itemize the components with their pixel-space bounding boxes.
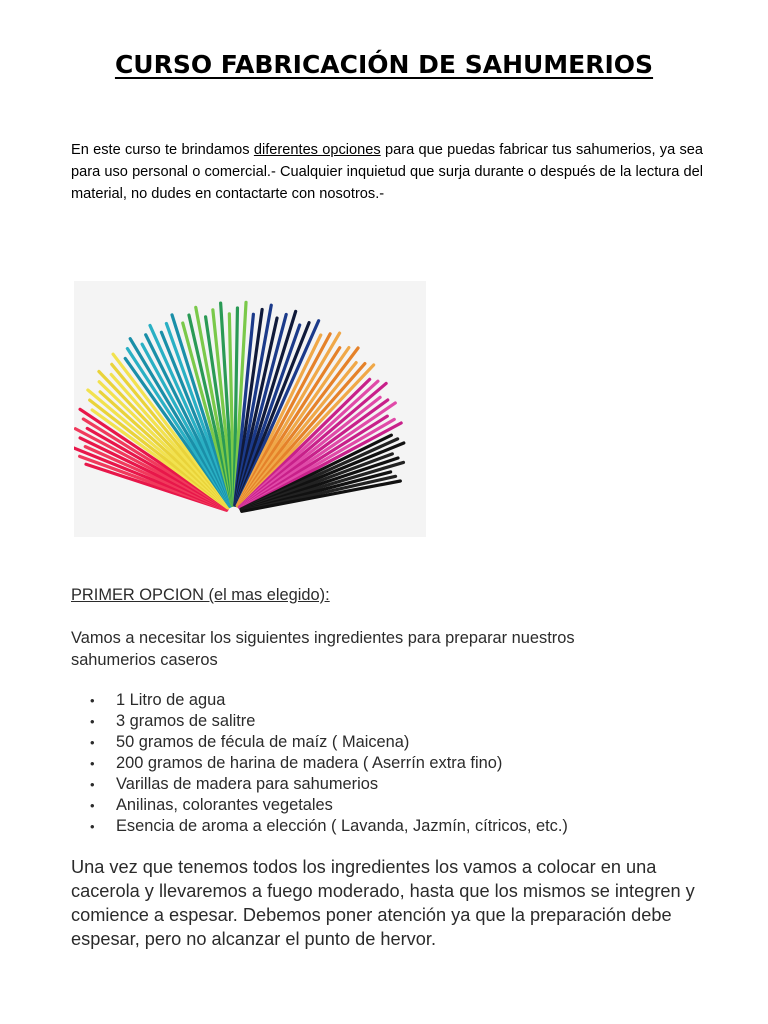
intro-text-after: para que puedas fabricar tus sahumerios, ya sea para uso personal o comercial.- Cualquier inquietud que surja durante o después de la lectura del material, no dudes en contactarte con nosotros.- [71, 142, 704, 202]
section-heading: PRIMER OPCION (el mas elegido): [71, 586, 330, 604]
intro-text-before: En este curso te brindamos [71, 142, 254, 158]
preparation-paragraph: Una vez que tenemos todos los ingredientes los vamos a colocar en una cacerola y llevaremos a fuego moderado, hasta que los mismos se integren y comience a espesar. Debemos poner atención ya que la preparación debe espesar, pero no alcanzar el punto de hervor. [71, 857, 695, 949]
incense-sticks-photo [74, 281, 426, 537]
list-item: • Anilinas, colorantes vegetales [90, 795, 568, 816]
list-item: • 1 Litro de agua [90, 690, 568, 711]
list-item: • 200 gramos de harina de madera ( Aserrín extra fino) [90, 753, 568, 774]
incense-sticks-fan-icon [74, 281, 426, 537]
document-title-text: CURSO FABRICACIÓN DE SAHUMERIOS [114, 50, 654, 79]
list-item: • 50 gramos de fécula de maíz ( Maicena) [90, 732, 568, 753]
document-title [0, 50, 768, 79]
list-item: • Esencia de aroma a elección ( Lavanda, Jazmín, cítricos, etc.) [90, 816, 568, 837]
intro-paragraph [71, 139, 703, 205]
list-item: • Varillas de madera para sahumerios [90, 774, 568, 795]
ingredients-list [90, 690, 568, 837]
list-item: • 3 gramos de salitre [90, 711, 568, 732]
intro-link-options[interactable]: diferentes opciones [253, 142, 381, 158]
lead-text: Vamos a necesitar los siguientes ingredientes para preparar nuestros sahumerios caseros [71, 629, 575, 669]
